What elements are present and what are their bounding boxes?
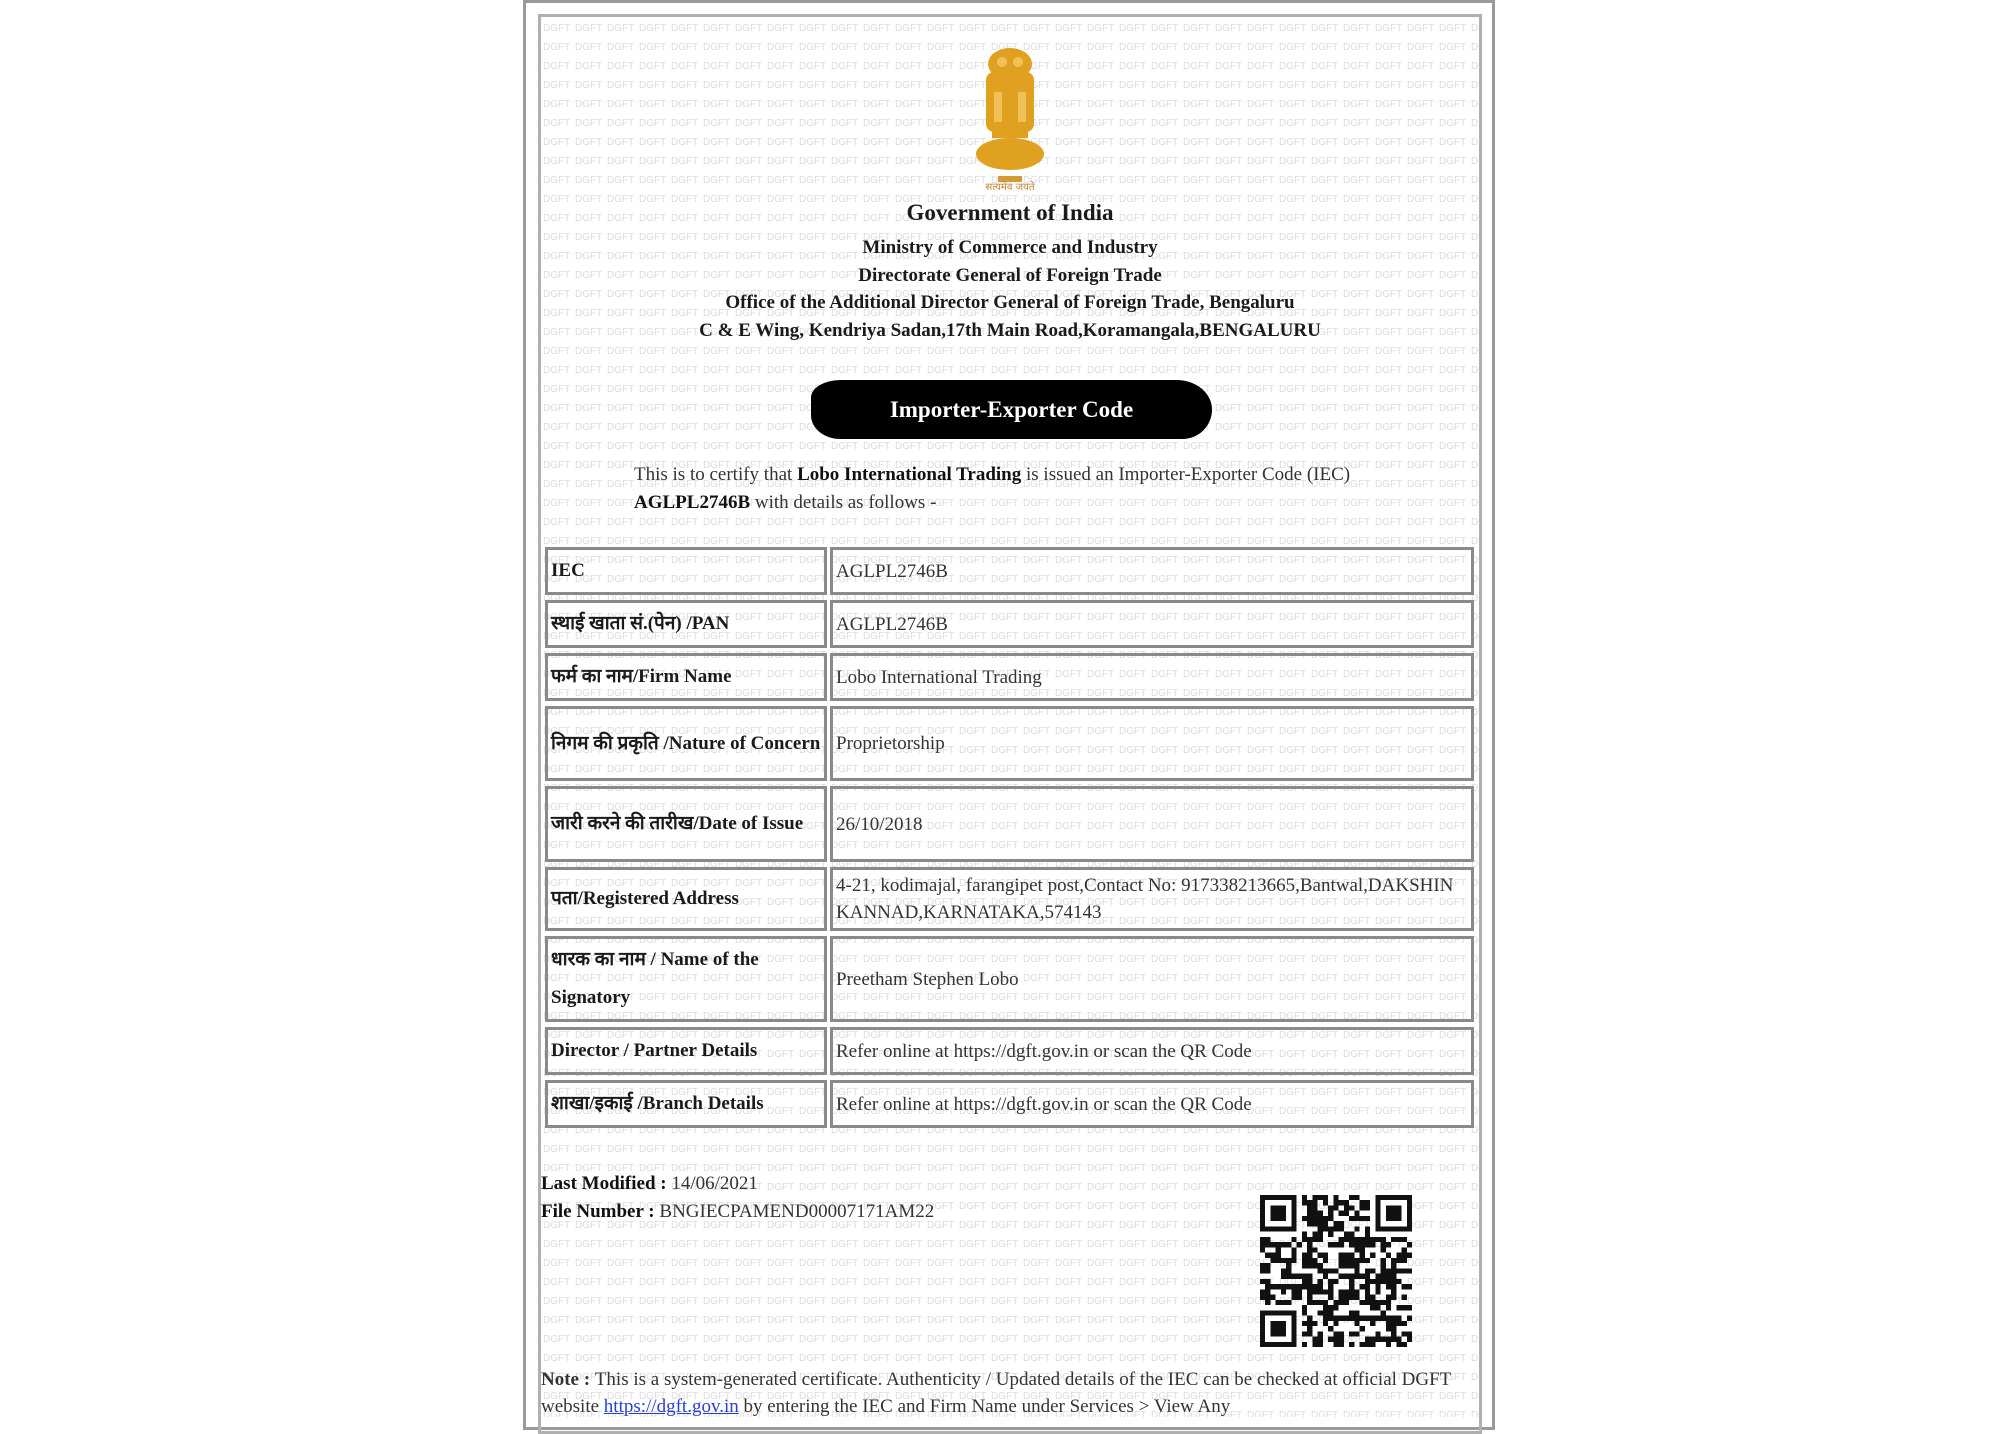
state-emblem-icon (962, 42, 1058, 194)
cert-suffix: with details as follows - (750, 492, 937, 513)
table-row (545, 600, 1474, 648)
cert-firm-name: Lobo International Trading (797, 464, 1022, 485)
table-row (545, 867, 1474, 931)
field-label: फर्म का नाम/Firm Name (545, 653, 827, 701)
table-row (545, 547, 1474, 595)
last-modified-value: 14/06/2021 (671, 1173, 758, 1194)
last-modified (541, 1173, 758, 1195)
field-label: IEC (545, 547, 827, 595)
note-tail: by entering the IEC and Firm Name under Services > View Any (738, 1396, 1231, 1417)
note-text: This is a system-generated certificate. Authenticity / Updated details of the IEC can be checked at official DGFT website (541, 1369, 1451, 1417)
last-modified-label: Last Modified : (541, 1173, 672, 1194)
iec-banner (811, 380, 1212, 439)
field-label: जारी करने की तारीख/Date of Issue (545, 786, 827, 862)
table-row (545, 653, 1474, 701)
field-label: स्थाई खाता सं.(पेन) /PAN (545, 600, 827, 648)
field-label: Director / Partner Details (545, 1027, 827, 1075)
office-name: Office of the Additional Director General of Foreign Trade, Bengaluru (725, 292, 1295, 313)
file-number-value: BNGIECPAMEND00007171AM22 (659, 1201, 935, 1222)
file-number-label: File Number : (541, 1201, 660, 1222)
iec-details-table (542, 542, 1477, 1133)
field-value: Refer online at https://dgft.gov.in or scan the QR Code (830, 1080, 1474, 1128)
emblem-motto: सत्यमेव जयते (985, 182, 1035, 193)
table-row (545, 1080, 1474, 1128)
table-row (545, 936, 1474, 1022)
field-label: पता/Registered Address (545, 867, 827, 931)
office-address: C & E Wing, Kendriya Sadan,17th Main Road,Koramangala,BENGALURU (699, 320, 1321, 341)
cert-middle: is issued an Importer-Exporter Code (IEC) (1021, 464, 1351, 485)
cert-iec-code: AGLPL2746B (634, 492, 751, 513)
file-number (541, 1201, 934, 1223)
field-label: धारक का नाम / Name of the Signatory (545, 936, 827, 1022)
banner-title: Importer-Exporter Code (889, 396, 1134, 422)
certification-statement (634, 461, 1354, 517)
field-value: Preetham Stephen Lobo (830, 936, 1474, 1022)
field-value: Refer online at https://dgft.gov.in or scan the QR Code (830, 1027, 1474, 1075)
qr-code-icon[interactable] (1260, 1195, 1412, 1347)
footer-note (541, 1366, 1471, 1420)
field-value: Lobo International Trading (830, 653, 1474, 701)
note-label: Note : (541, 1369, 595, 1390)
government-title: Government of India (906, 200, 1114, 225)
field-label: शाखा/इकाई /Branch Details (545, 1080, 827, 1128)
directorate-name: Directorate General of Foreign Trade (858, 265, 1162, 286)
field-value: AGLPL2746B (830, 600, 1474, 648)
dgft-website-link[interactable]: https://dgft.gov.in (603, 1396, 739, 1417)
table-row (545, 706, 1474, 781)
table-row (545, 786, 1474, 862)
field-value: 26/10/2018 (830, 786, 1474, 862)
ministry-name: Ministry of Commerce and Industry (862, 237, 1158, 258)
field-label: निगम की प्रकृति /Nature of Concern (545, 706, 827, 781)
field-value: Proprietorship (830, 706, 1474, 781)
field-value: AGLPL2746B (830, 547, 1474, 595)
table-row (545, 1027, 1474, 1075)
field-value: 4-21, kodimajal, farangipet post,Contact No: 917338213665,Bantwal,DAKSHIN KANNAD,KARNATAKA,574143 (830, 867, 1474, 931)
cert-prefix: This is to certify that (634, 464, 798, 485)
